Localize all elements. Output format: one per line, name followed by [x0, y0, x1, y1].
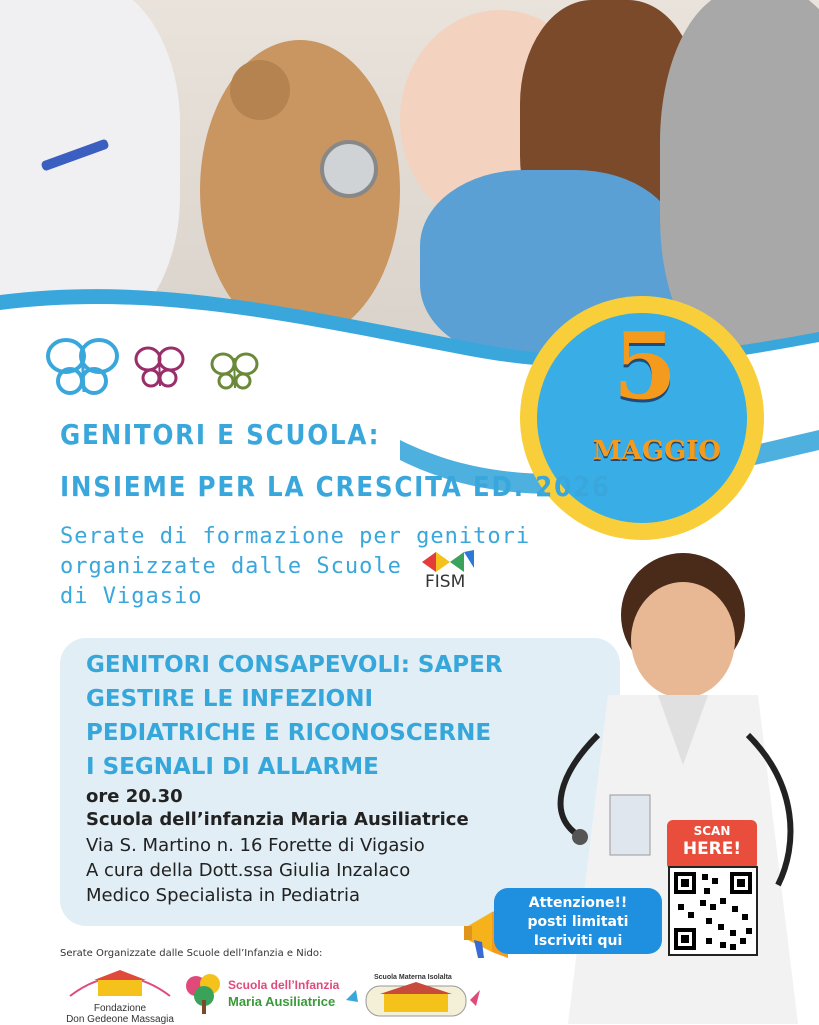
fism-label: FISM: [425, 572, 466, 592]
butterfly-icon: [44, 336, 124, 398]
tree-icon: [182, 972, 226, 1016]
butterfly-icon: [210, 350, 260, 392]
logo1-line1: Fondazione: [93, 1003, 147, 1014]
talk-title-line2: GESTIRE LE INFEZIONI: [86, 686, 374, 712]
event-title-line2: INSIEME PER LA CRESCITA ED. 2026: [60, 470, 611, 503]
qr-pattern-icon: [670, 868, 756, 954]
logo1-line2: Don Gedeone Massagia: [66, 1014, 174, 1025]
talk-title-line1: GENITORI CONSAPEVOLI: SAPER: [86, 652, 503, 678]
scan-line1: SCAN: [693, 824, 731, 838]
date-day: 5: [612, 312, 677, 420]
logo2-line1: Scuola dell’Infanzia: [228, 978, 340, 992]
school-building-icon: [60, 968, 180, 998]
stethoscope-icon: [320, 140, 378, 198]
date-month: MAGGIO: [592, 436, 722, 466]
register-cta-button[interactable]: [494, 888, 662, 954]
subtitle-line3: di Vigasio: [60, 584, 203, 609]
logo-maria-ausiliatrice: [182, 970, 340, 1020]
talk-info-box: [60, 638, 620, 926]
talk-venue: Scuola dell’infanzia Maria Ausiliatrice: [86, 809, 469, 830]
logo-scuola-materna-isolalta: [344, 970, 484, 1020]
subtitle-line2: organizzate dalle Scuole: [60, 554, 402, 579]
scan-here-label: [667, 820, 757, 870]
talk-speaker: A cura della Dott.ssa Giulia Inzalaco: [86, 860, 411, 881]
qr-code[interactable]: [668, 866, 758, 956]
event-title-line1: GENITORI E SCUOLA:: [60, 418, 381, 451]
organizers-label: Serate Organizzate dalle Scuole dell’Infanzia e Nido:: [60, 948, 323, 959]
subtitle-line1: Serate di formazione per genitori: [60, 524, 531, 549]
cta-line2: posti limitati: [527, 914, 629, 930]
butterfly-icon: [134, 344, 186, 390]
logo2-line2: Maria Ausiliatrice: [228, 994, 336, 1009]
cta-line1: Attenzione!!: [528, 895, 628, 911]
talk-address: Via S. Martino n. 16 Forette di Vigasio: [86, 835, 425, 856]
teddy-ear: [230, 60, 290, 120]
logo-fondazione-don-gedeone: [60, 968, 180, 1025]
talk-title-line3: PEDIATRICHE E RICONOSCERNE: [86, 720, 492, 746]
talk-speaker-role: Medico Specialista in Pediatria: [86, 885, 361, 906]
talk-time: ore 20.30: [86, 786, 183, 807]
scan-line2: HERE!: [682, 839, 742, 859]
talk-title-line4: I SEGNALI DI ALLARME: [86, 754, 379, 780]
cta-line3: Iscriviti qui: [533, 933, 623, 949]
logo3-line1: Scuola Materna Isolalta: [374, 974, 452, 981]
